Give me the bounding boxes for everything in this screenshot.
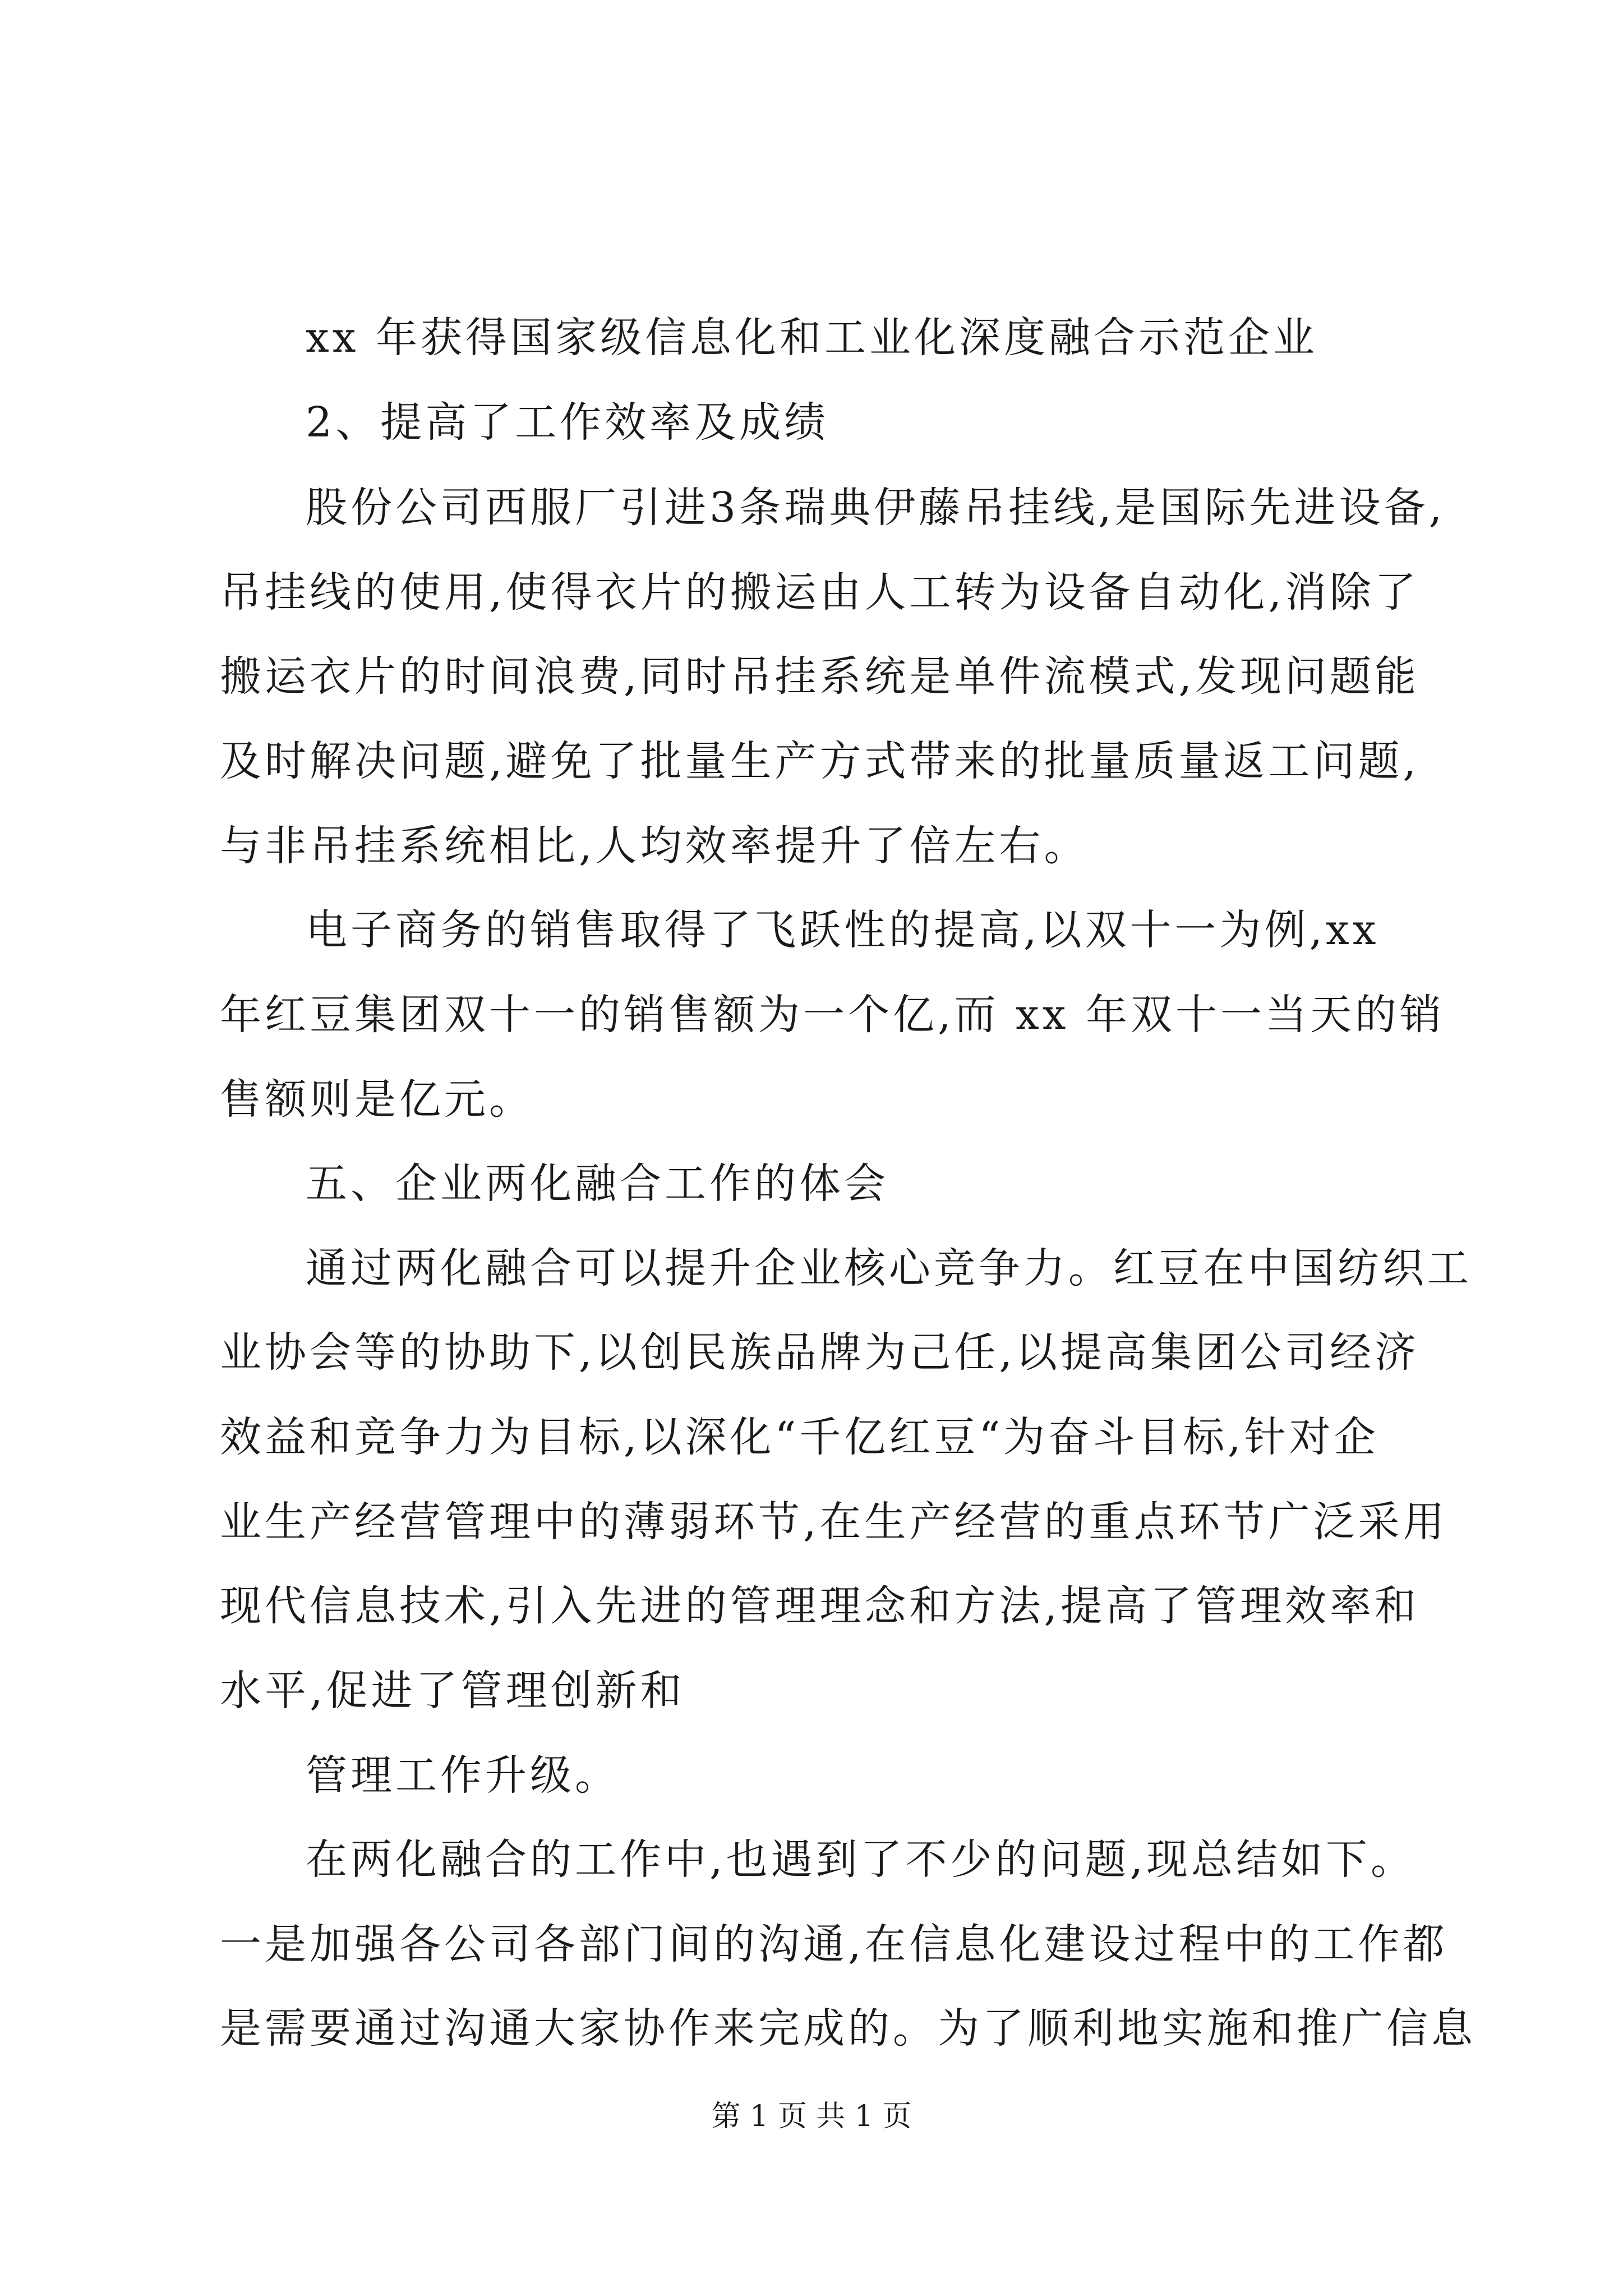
paragraph-line: 及时解决问题,避免了批量生产方式带来的批量质量返工问题, [220,737,1420,785]
section-heading: 五、企业两化融合工作的体会 [306,1159,889,1208]
paragraph-line: 售额则是亿元。 [220,1075,534,1124]
paragraph-line: 业协会等的协助下,以创民族品牌为己任,以提高集团公司经济 [220,1328,1420,1377]
paragraph-line: 吊挂线的使用,使得衣片的搬运由人工转为设备自动化,消除了 [220,568,1420,616]
paragraph-line: 管理工作升级。 [306,1751,620,1800]
section-heading: 2、提高了工作效率及成绩 [306,398,829,447]
page-number-footer: 第 1 页 共 1 页 [711,2100,912,2133]
paragraph-line: 是需要通过沟通大家协作来完成的。为了顺利地实施和推广信息 [220,2004,1476,2053]
paragraph-line: 与非吊挂系统相比,人均效率提升了倍左右。 [220,822,1089,870]
paragraph-line: 年红豆集团双十一的销售额为一个亿,而 xx 年双十一当天的销 [220,991,1445,1039]
paragraph-line: 效益和竞争力为目标,以深化“千亿红豆“为奋斗目标,针对企 [220,1413,1379,1461]
paragraph-line: 搬运衣片的时间浪费,同时吊挂系统是单件流模式,发现问题能 [220,652,1420,701]
paragraph-line: 现代信息技术,引入先进的管理理念和方法,提高了管理效率和 [220,1582,1420,1630]
paragraph-line: 一是加强各公司各部门间的沟通,在信息化建设过程中的工作都 [220,1920,1448,1968]
paragraph-line: 通过两化融合可以提升企业核心竞争力。红豆在中国纺织工 [306,1244,1472,1292]
paragraph-line: 股份公司西服厂引进3条瑞典伊藤吊挂线,是国际先进设备, [306,484,1446,532]
paragraph-line: 业生产经营管理中的薄弱环节,在生产经营的重点环节广泛采用 [220,1498,1448,1546]
paragraph-line: 电子商务的销售取得了飞跃性的提高,以双十一为例,xx [306,906,1380,954]
paragraph-line: xx 年获得国家级信息化和工业化深度融合示范企业 [306,314,1318,362]
paragraph-line: 在两化融合的工作中,也遇到了不少的问题,现总结如下。 [306,1835,1416,1884]
paragraph-line: 水平,促进了管理创新和 [220,1667,685,1715]
